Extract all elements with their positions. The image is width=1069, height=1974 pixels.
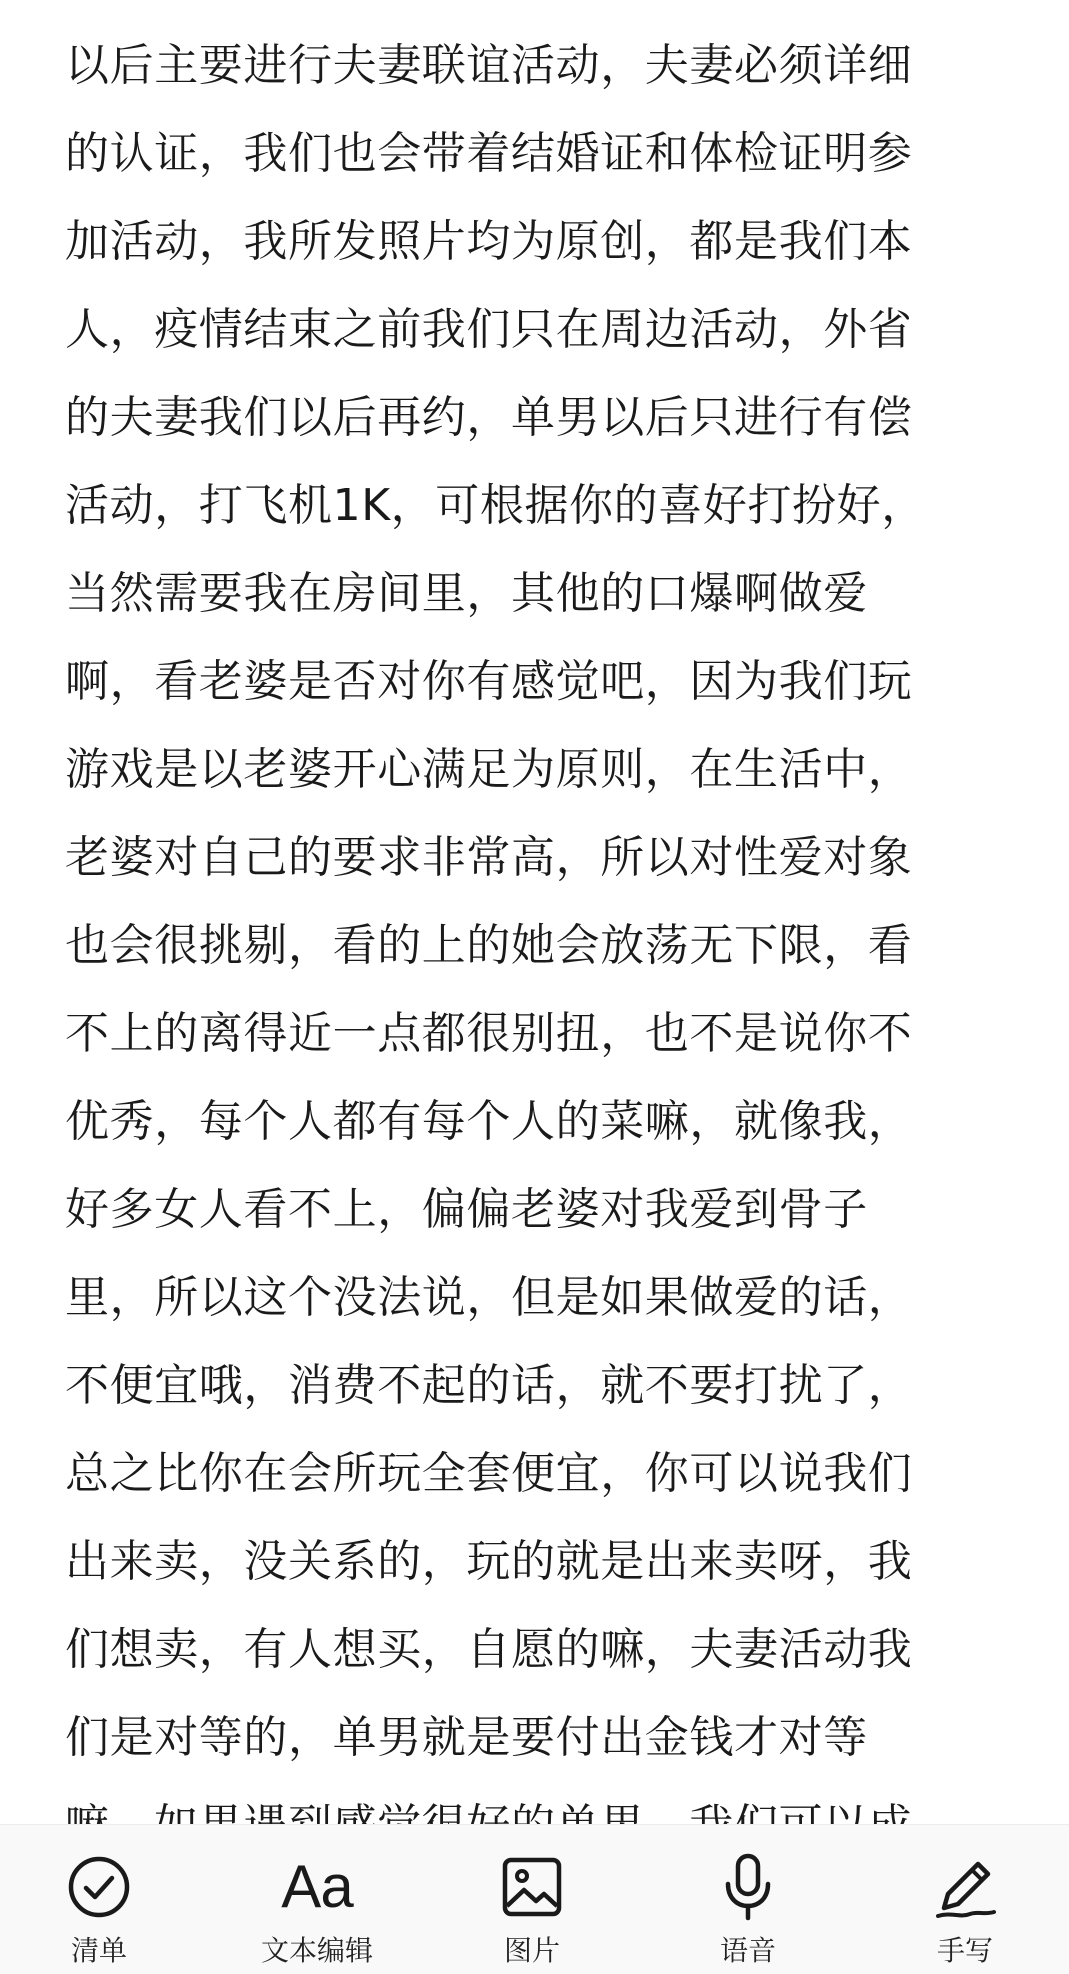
note-line: 不便宜哦，消费不起的话，就不要打扰了， xyxy=(65,1360,913,1411)
note-line: 出来卖，没关系的，玩的就是出来卖呀，我 xyxy=(65,1536,913,1587)
checklist-label: 清单 xyxy=(70,1934,127,1967)
checklist-button[interactable] xyxy=(19,1825,179,1974)
image-label: 图片 xyxy=(503,1934,560,1967)
image-button[interactable] xyxy=(452,1825,612,1974)
note-line: 好多女人看不上，偏偏老婆对我爱到骨子 xyxy=(65,1184,868,1235)
note-line: 活动，打飞机1K，可根据你的喜好打扮好， xyxy=(65,480,926,531)
text-format-icon xyxy=(277,1849,357,1925)
note-line: 人，疫情结束之前我们只在周边活动，外省 xyxy=(65,304,913,355)
note-line: 优秀，每个人都有每个人的菜嘛，就像我， xyxy=(65,1096,913,1147)
note-line: 游戏是以老婆开心满足为原则，在生活中， xyxy=(65,744,913,795)
note-line: 老婆对自己的要求非常高，所以对性爱对象 xyxy=(65,832,913,883)
microphone-icon xyxy=(708,1849,788,1925)
text-format-glyph: Aa xyxy=(281,1853,353,1920)
editor-toolbar xyxy=(0,1824,1069,1974)
note-line: 的夫妻我们以后再约，单男以后只进行有偿 xyxy=(65,392,913,443)
note-line: 们想卖，有人想买，自愿的嘛，夫妻活动我 xyxy=(65,1624,913,1675)
checklist-icon xyxy=(59,1849,139,1925)
note-line: 里，所以这个没法说，但是如果做爱的话， xyxy=(65,1272,913,1323)
note-line: 们是对等的，单男就是要付出金钱才对等 xyxy=(65,1712,868,1763)
text-edit-label: 文本编辑 xyxy=(260,1934,373,1967)
note-line: 啊，看老婆是否对你有感觉吧，因为我们玩 xyxy=(65,656,913,707)
handwriting-label: 手写 xyxy=(936,1934,993,1967)
handwriting-pen-icon xyxy=(925,1849,1005,1925)
voice-button[interactable] xyxy=(668,1825,828,1974)
note-line: 的认证，我们也会带着结婚证和体检证明参 xyxy=(65,128,913,179)
note-text[interactable] xyxy=(65,22,1005,1870)
handwriting-button[interactable] xyxy=(885,1825,1045,1974)
note-line: 总之比你在会所玩全套便宜，你可以说我们 xyxy=(65,1448,913,1499)
note-line: 不上的离得近一点都很别扭，也不是说你不 xyxy=(65,1008,913,1059)
note-line: 当然需要我在房间里，其他的口爆啊做爱 xyxy=(65,568,868,619)
note-line: 以后主要进行夫妻联谊活动，夫妻必须详细 xyxy=(65,40,913,91)
note-line: 加活动，我所发照片均为原创，都是我们本 xyxy=(65,216,913,267)
text-edit-button[interactable] xyxy=(237,1825,397,1974)
note-line: 也会很挑剔，看的上的她会放荡无下限，看 xyxy=(65,920,913,971)
voice-label: 语音 xyxy=(719,1934,776,1967)
image-icon xyxy=(492,1849,572,1925)
